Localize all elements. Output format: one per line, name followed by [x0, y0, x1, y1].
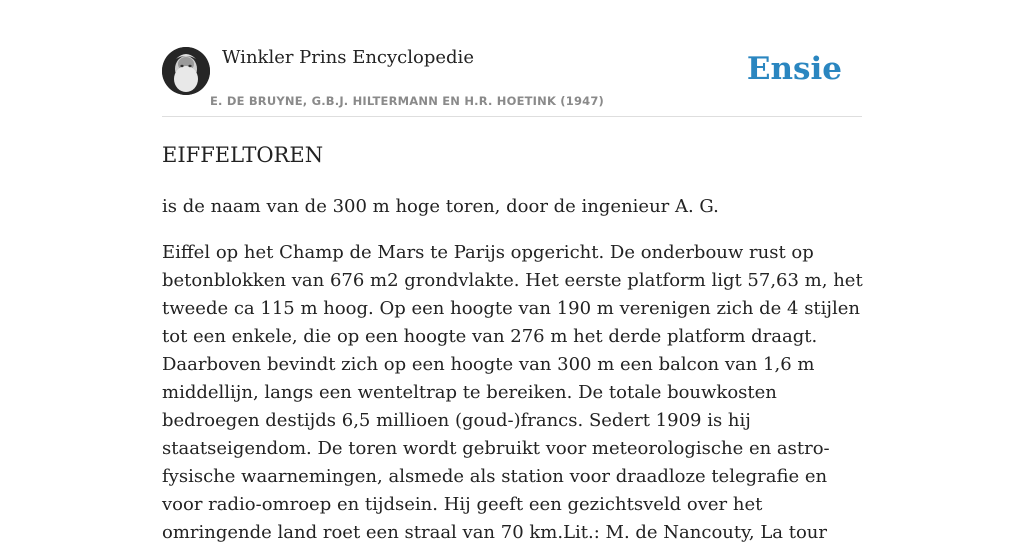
source-title[interactable]: Winkler Prins Encyclopedie: [222, 47, 474, 68]
source-authors: E. DE BRUYNE, G.B.J. HILTERMANN EN H.R. HOETINK (1947): [210, 94, 605, 108]
brand-logo[interactable]: Ensie: [746, 51, 842, 87]
article-page: [162, 0, 863, 543]
entry-lead-paragraph: is de naam van de 300 m hoge toren, door de ingenieur A. G.: [162, 196, 719, 217]
entry-title: EIFFELTOREN: [162, 143, 324, 167]
entry-body-paragraph: Eiffel op het Champ de Mars te Parijs opgericht. De onderbouw rust op betonblokken van 676 m2 grondvlakte. Het eerste platform ligt 57,63 m, het tweede ca 115 m hoog. Op een hoogte van 190 m verenigen zich de 4 stijlen tot een enkele, die op een hoogte van 276 m het derde platform draagt. Daarboven bevindt zich op een hoogte van 300 m een balcon van 1,6 m middellijn, langs een wenteltrap te bereiken. De totale bouwkosten bedroegen destijds 6,5 millioen (goud-)francs. Sedert 1909 is hij staatseigendom. De toren wordt gebruikt voor meteorologische en astro-fysische waarnemingen, alsmede als station voor draadloze telegrafie en voor radio-omroep en tijdsein. Hij geeft een gezichtsveld over het omringende land roet een straal van 70 km.Lit.: M. de Nancouty, La tour: [162, 242, 863, 543]
author-avatar-icon[interactable]: [162, 47, 210, 95]
source-header: [162, 0, 862, 117]
